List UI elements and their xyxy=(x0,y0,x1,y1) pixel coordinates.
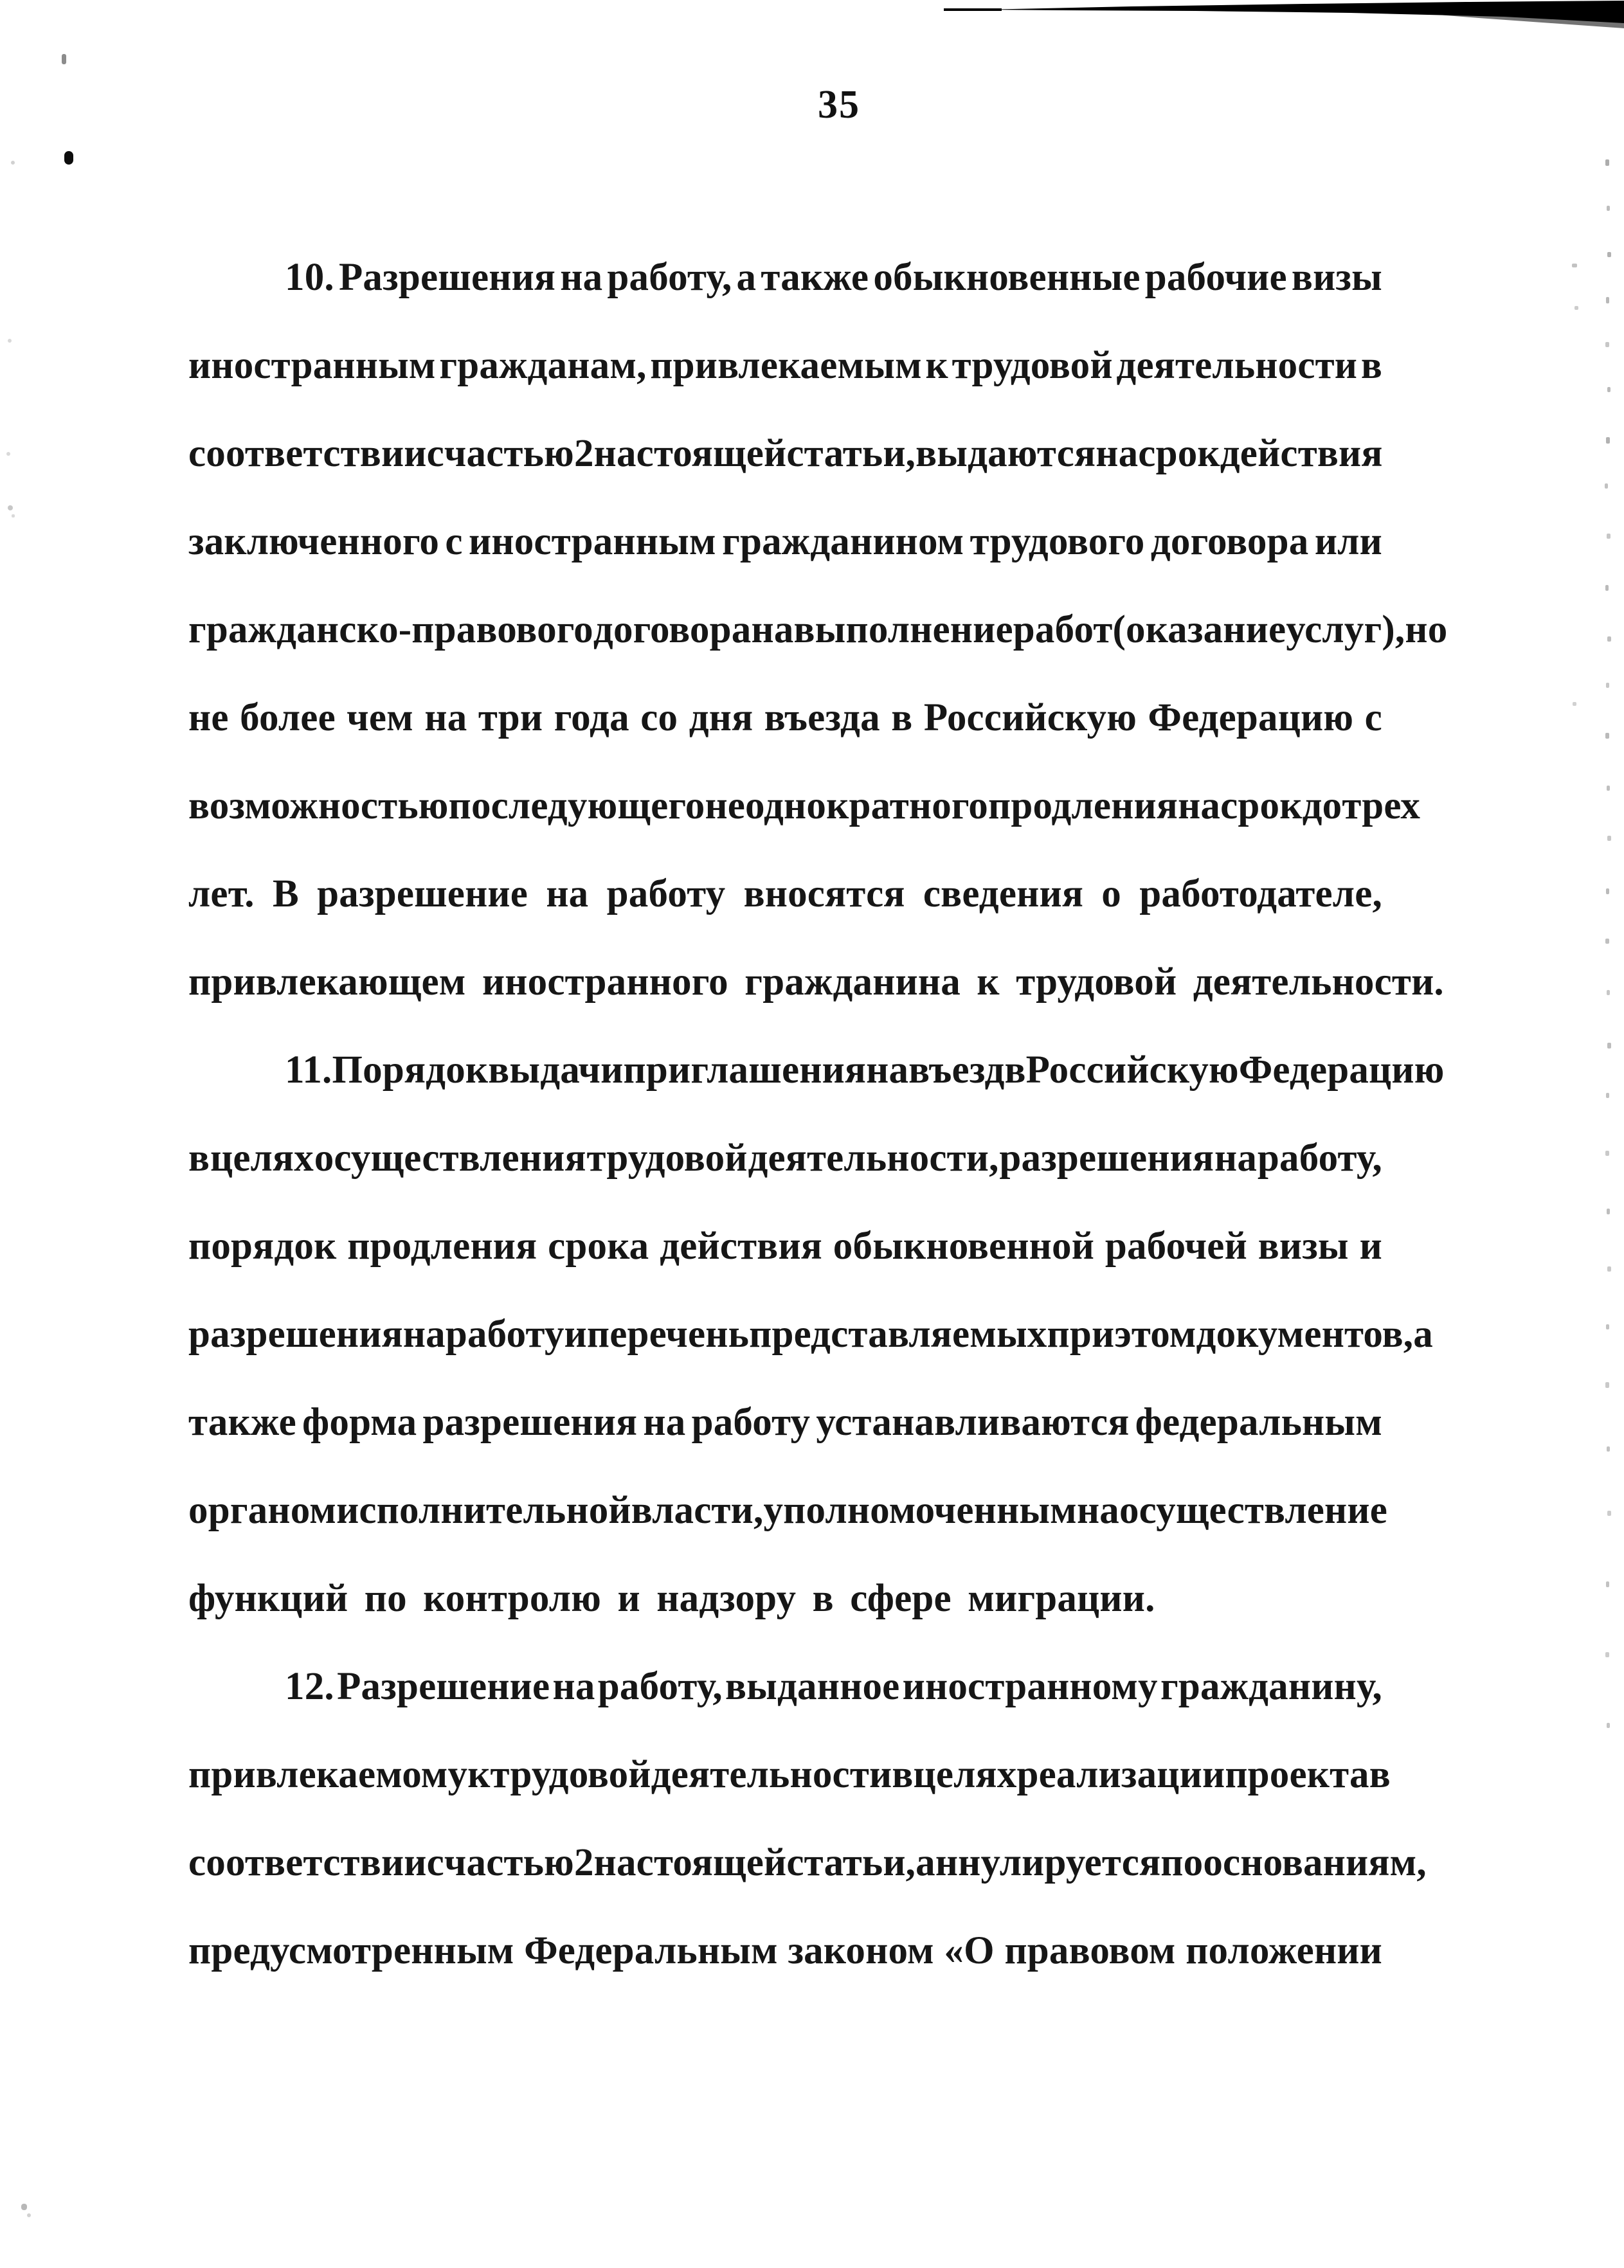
text-line xyxy=(188,674,1382,762)
word: 11. xyxy=(285,1048,332,1092)
word: гражданином xyxy=(722,520,964,563)
word: власти, xyxy=(631,1489,764,1532)
scan-speck-artifact xyxy=(1573,702,1576,706)
word: более xyxy=(240,696,336,739)
word: целях xyxy=(913,1753,1017,1796)
word: а xyxy=(736,256,757,299)
word: в xyxy=(1004,1048,1026,1092)
word: статьи, xyxy=(786,432,916,475)
word: представляемых xyxy=(749,1313,1047,1356)
word: рабочие xyxy=(1144,256,1287,299)
word: исполнительной xyxy=(336,1489,631,1532)
word: услуг), xyxy=(1286,608,1405,651)
text-line xyxy=(188,1907,1382,1995)
word: с xyxy=(426,1841,444,1884)
scan-speck-artifact xyxy=(1607,252,1611,257)
text-line xyxy=(188,1290,1433,1378)
scan-speck-artifact xyxy=(1606,297,1609,303)
word: работодателе, xyxy=(1139,872,1382,915)
word: три xyxy=(478,696,543,739)
scan-speck-artifact xyxy=(1607,534,1610,539)
scan-speck-artifact xyxy=(1606,1581,1609,1587)
word: перечень xyxy=(586,1313,750,1356)
word: въезд xyxy=(908,1048,1005,1092)
scan-speck-artifact xyxy=(1606,1324,1609,1329)
scan-speck-artifact xyxy=(1607,1266,1611,1272)
word: предусмотренным xyxy=(188,1929,514,1972)
word: осуществления xyxy=(314,1137,586,1180)
word: лет. xyxy=(188,872,255,915)
scan-speck-artifact xyxy=(1605,1652,1609,1657)
scan-speck-artifact xyxy=(1605,733,1609,739)
word: иностранному xyxy=(902,1665,1158,1708)
word: срок xyxy=(1220,784,1303,827)
word: на xyxy=(1178,784,1221,827)
word: привлекаемым xyxy=(650,344,922,387)
word: визы xyxy=(1291,256,1382,299)
word: гражданам, xyxy=(439,344,647,387)
text-line xyxy=(188,850,1382,938)
word: «О xyxy=(944,1929,995,1972)
word: работ xyxy=(1013,608,1113,651)
word: со xyxy=(640,696,678,739)
text-line xyxy=(188,586,1448,674)
scan-speck-artifact xyxy=(12,514,15,518)
text-line xyxy=(188,1202,1382,1290)
word: также xyxy=(761,256,869,299)
word: разрешения xyxy=(422,1401,638,1444)
word: и xyxy=(1359,1225,1382,1268)
word: привлекаемому xyxy=(188,1753,468,1796)
scan-speck-artifact xyxy=(64,151,73,165)
word: этом xyxy=(1114,1313,1196,1356)
text-line xyxy=(188,1643,1382,1731)
scan-speck-artifact xyxy=(1605,1382,1609,1388)
word: выдаются xyxy=(916,432,1096,475)
word: с xyxy=(445,520,463,563)
word: работу, xyxy=(607,256,732,299)
word: к xyxy=(925,344,948,387)
word: иностранным xyxy=(188,344,436,387)
scan-speck-artifact xyxy=(62,54,66,64)
word: в xyxy=(188,1137,210,1180)
text-line xyxy=(188,762,1421,850)
word: сведения xyxy=(923,872,1084,915)
word: 2 xyxy=(573,432,594,475)
scan-speck-artifact xyxy=(1574,306,1578,310)
scan-speck-artifact xyxy=(1607,786,1610,791)
word: или xyxy=(1314,520,1382,563)
word: в xyxy=(891,696,913,739)
text-line xyxy=(188,321,1382,410)
word: при xyxy=(1047,1313,1115,1356)
scan-speck-artifact xyxy=(1605,585,1609,591)
word: частью xyxy=(444,1841,574,1884)
word: обыкновенной xyxy=(833,1225,1095,1268)
text-line xyxy=(188,410,1382,498)
scan-speck-artifact xyxy=(1572,264,1577,267)
word: трех xyxy=(1342,784,1421,827)
text-line xyxy=(188,1114,1382,1202)
text-line: привлекающем иностранного гражданина к трудовой деятельности. xyxy=(188,960,1444,1004)
word: В xyxy=(273,872,299,915)
scan-speck-artifact xyxy=(8,339,12,343)
scan-speck-artifact xyxy=(1606,683,1609,688)
word: Российскую xyxy=(1025,1048,1239,1092)
word: целях xyxy=(210,1137,314,1180)
word: Российскую xyxy=(923,696,1137,739)
word: работу, xyxy=(1257,1137,1382,1180)
scan-speck-artifact xyxy=(1607,387,1610,392)
word: устанавливаются xyxy=(816,1401,1130,1444)
word: реализации xyxy=(1016,1753,1225,1796)
word: 12. xyxy=(285,1665,334,1708)
scan-speck-artifact xyxy=(1606,1093,1609,1098)
scan-speck-artifact xyxy=(1607,836,1611,841)
scan-speck-artifact xyxy=(1605,1151,1609,1156)
word: приглашения xyxy=(623,1048,867,1092)
word: возможностью xyxy=(188,784,449,827)
word: на xyxy=(866,1048,909,1092)
scan-speck-artifact xyxy=(1607,206,1610,211)
word: (оказание xyxy=(1112,608,1286,651)
word: статьи, xyxy=(786,1841,916,1884)
text-line xyxy=(188,1731,1391,1819)
word: выданное xyxy=(725,1665,900,1708)
text-line: функций по контролю и надзору в сфере миграции. xyxy=(188,1577,1155,1620)
word: трудовой xyxy=(490,1753,651,1796)
word: заключенного xyxy=(188,520,440,563)
word: трудовой xyxy=(586,1137,748,1180)
word: Порядок xyxy=(332,1048,489,1092)
word: гражданско-правового xyxy=(188,608,593,651)
word: настоящей xyxy=(593,1841,787,1884)
word: Разрешение xyxy=(337,1665,550,1708)
word: на xyxy=(643,1401,686,1444)
word: в xyxy=(1360,344,1382,387)
word: но xyxy=(1405,608,1448,651)
word: на xyxy=(424,696,467,739)
word: в xyxy=(1369,1753,1391,1796)
word: года xyxy=(554,696,629,739)
scan-speck-artifact xyxy=(1607,636,1611,642)
word: въезда xyxy=(764,696,880,739)
word: положении xyxy=(1186,1929,1382,1972)
word: срок xyxy=(1138,432,1220,475)
word: Федерацию xyxy=(1148,696,1354,739)
scan-speck-artifact xyxy=(1607,1723,1610,1728)
word: по xyxy=(1160,1841,1204,1884)
word: а xyxy=(1413,1313,1433,1356)
word: соответствии xyxy=(188,1841,427,1884)
word: выдачи xyxy=(488,1048,624,1092)
word: с xyxy=(1364,696,1382,739)
word: Федерацию xyxy=(1238,1048,1445,1092)
word: срока xyxy=(548,1225,649,1268)
scan-speck-artifact xyxy=(1607,1446,1610,1452)
scan-streak-artifact xyxy=(0,0,1624,39)
page-number: 35 xyxy=(818,83,860,127)
word: аннулируется xyxy=(916,1841,1161,1884)
scan-speck-artifact xyxy=(6,452,10,456)
scan-speck-artifact xyxy=(1607,990,1610,995)
scan-speck-artifact xyxy=(21,2204,27,2210)
scan-speck-artifact xyxy=(1607,1511,1611,1516)
word: трудовой xyxy=(952,344,1113,387)
word: 10. xyxy=(285,256,334,299)
text-line xyxy=(188,1466,1388,1554)
word: 2 xyxy=(573,1841,594,1884)
word: работу xyxy=(691,1401,811,1444)
word: до xyxy=(1302,784,1342,827)
scan-speck-artifact xyxy=(1607,1043,1611,1048)
document-text xyxy=(188,233,1448,1995)
word: с xyxy=(426,432,444,475)
word: порядок xyxy=(188,1225,337,1268)
word: осуществление xyxy=(1119,1489,1388,1532)
word: визы xyxy=(1258,1225,1349,1268)
scan-speck-artifact xyxy=(1607,1209,1610,1214)
text-line xyxy=(188,1026,1445,1114)
word: на xyxy=(751,608,794,651)
word: соответствии xyxy=(188,432,427,475)
word: трудового xyxy=(970,520,1145,563)
word: форма xyxy=(302,1401,417,1444)
word: на xyxy=(546,872,589,915)
word: действия xyxy=(1220,432,1383,475)
scan-speck-artifact xyxy=(1605,159,1609,166)
word: деятельности, xyxy=(748,1137,999,1180)
scan-speck-artifact xyxy=(1606,437,1610,444)
word: на xyxy=(552,1665,595,1708)
word: разрешения xyxy=(188,1313,403,1356)
word: чем xyxy=(347,696,413,739)
word: деятельности xyxy=(1116,344,1358,387)
word: продления xyxy=(347,1225,537,1268)
scan-speck-artifact xyxy=(1605,939,1609,944)
word: договора xyxy=(1150,520,1309,563)
word: на xyxy=(402,1313,446,1356)
scan-speck-artifact xyxy=(27,2213,31,2217)
word: иностранным xyxy=(469,520,716,563)
word: последующего xyxy=(448,784,705,827)
word: продления xyxy=(988,784,1178,827)
word: разрешение xyxy=(317,872,528,915)
word: на xyxy=(1076,1489,1119,1532)
word: органом xyxy=(188,1489,337,1532)
word: работу xyxy=(606,872,726,915)
word: частью xyxy=(444,432,574,475)
word: к xyxy=(467,1753,491,1796)
word: Разрешения xyxy=(338,256,556,299)
scan-speck-artifact xyxy=(11,161,15,165)
word: на xyxy=(1096,432,1139,475)
word: о xyxy=(1101,872,1121,915)
scan-speck-artifact xyxy=(8,505,13,510)
word: Федеральным xyxy=(524,1929,778,1972)
word: вносятся xyxy=(743,872,905,915)
word: основаниям, xyxy=(1203,1841,1427,1884)
word: на xyxy=(1214,1137,1258,1180)
word: настоящей xyxy=(593,432,787,475)
word: действия xyxy=(660,1225,822,1268)
word: гражданину, xyxy=(1160,1665,1382,1708)
word: неоднократного xyxy=(705,784,988,827)
word: федеральным xyxy=(1135,1401,1382,1444)
word: документов, xyxy=(1196,1313,1414,1356)
word: работу xyxy=(445,1313,564,1356)
word: деятельности xyxy=(651,1753,892,1796)
word: работу, xyxy=(597,1665,723,1708)
word: не xyxy=(188,696,229,739)
word: договора xyxy=(593,608,752,651)
text-line xyxy=(188,233,1382,321)
text-line xyxy=(188,1378,1382,1466)
scan-speck-artifact xyxy=(1605,483,1608,489)
word: рабочей xyxy=(1105,1225,1247,1268)
word: проекта xyxy=(1225,1753,1369,1796)
word: законом xyxy=(788,1929,934,1972)
word: обыкновенные xyxy=(873,256,1141,299)
word: разрешения xyxy=(999,1137,1214,1180)
word: и xyxy=(564,1313,587,1356)
word: также xyxy=(188,1401,296,1444)
scan-speck-artifact xyxy=(1606,888,1609,894)
text-line xyxy=(188,1819,1427,1907)
word: правовом xyxy=(1004,1929,1176,1972)
word: в xyxy=(892,1753,914,1796)
word: на xyxy=(560,256,603,299)
scan-speck-artifact xyxy=(1605,342,1609,347)
word: дня xyxy=(689,696,753,739)
text-line xyxy=(188,498,1382,586)
word: выполнение xyxy=(793,608,1013,651)
word: уполномоченным xyxy=(763,1489,1077,1532)
